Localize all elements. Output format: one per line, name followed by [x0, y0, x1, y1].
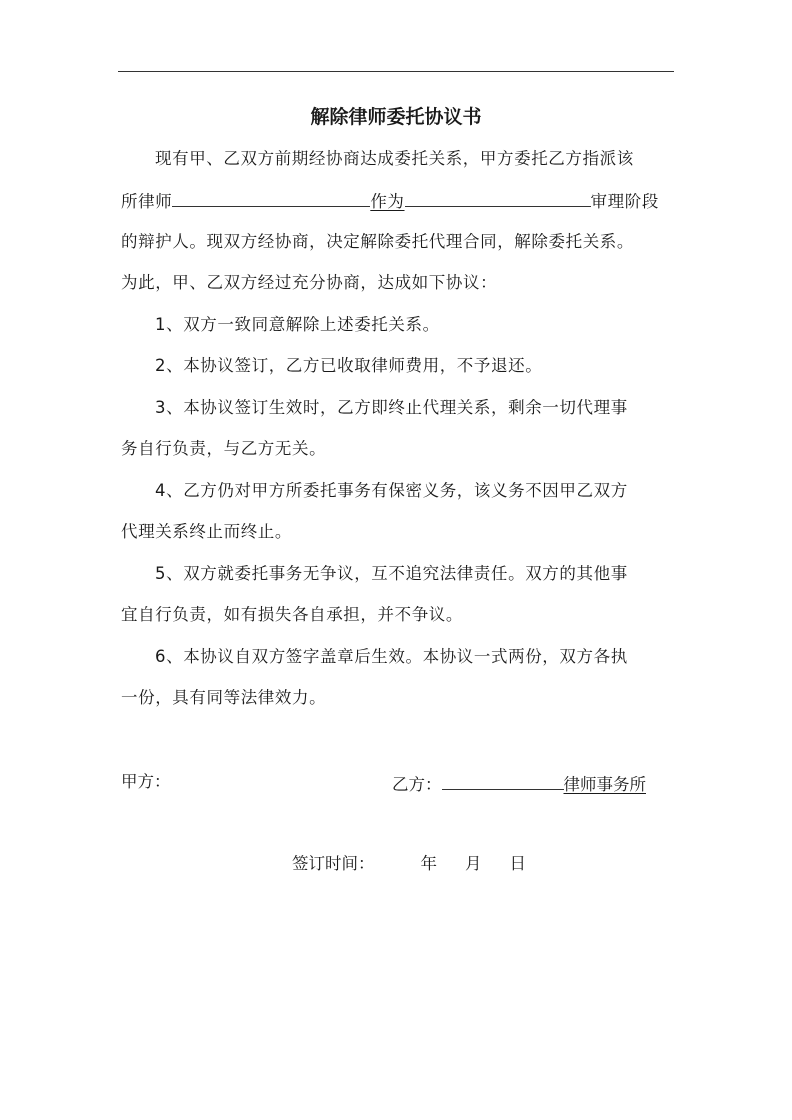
clause-6-line-1: 6、本协议自双方签字盖章后生效。本协议一式两份，双方各执: [155, 647, 628, 666]
intro-line-1: 现有甲、乙双方前期经协商达成委托关系，甲方委托乙方指派该: [155, 149, 634, 168]
intro-line-2-suffix: 审理阶段: [590, 192, 659, 211]
party-b-label: 乙方：: [392, 775, 442, 794]
intro-line-3: 的辩护人。现双方经协商，决定解除委托代理合同，解除委托关系。: [121, 232, 634, 251]
signing-date-year: 年: [420, 854, 437, 873]
clause-4-line-2: 代理关系终止而终止。: [121, 522, 292, 541]
clause-3-line-2: 务自行负责，与乙方无关。: [121, 439, 327, 458]
header-rule: [118, 71, 674, 72]
intro-line-2: [121, 188, 659, 214]
signing-date-label: 签订时间：: [292, 854, 375, 873]
clause-3-line-1: 3、本协议签订生效时，乙方即终止代理关系，剩余一切代理事: [155, 398, 628, 417]
signing-date-month: 月: [465, 854, 482, 873]
clause-1: 1、双方一致同意解除上述委托关系。: [155, 315, 440, 334]
signing-date-day: 日: [509, 854, 526, 873]
party-b-firm-blank[interactable]: [442, 770, 564, 790]
intro-line-2-prefix: 所律师: [121, 192, 173, 211]
clause-5-line-2: 宜自行负责，如有损失各自承担，并不争议。: [121, 605, 463, 624]
clause-6-line-2: 一份，具有同等法律效力。: [121, 688, 327, 707]
signing-date: [292, 852, 526, 876]
clause-5-line-1: 5、双方就委托事务无争议，互不追究法律责任。双方的其他事: [155, 564, 628, 583]
party-a-label: 甲方：: [121, 772, 171, 791]
intro-line-4: 为此，甲、乙双方经过充分协商，达成如下协议：: [121, 273, 498, 292]
clause-2: 2、本协议签订，乙方已收取律师费用，不予退还。: [155, 356, 543, 375]
intro-line-2-mid: 作为: [370, 192, 405, 211]
clause-4-line-1: 4、乙方仍对甲方所委托事务有保密义务，该义务不因甲乙双方: [155, 481, 628, 500]
party-b-firm: 律师事务所: [563, 775, 646, 794]
party-a-signature: [121, 770, 171, 794]
document-title: 解除律师委托协议书: [310, 106, 482, 128]
role-blank[interactable]: [405, 188, 591, 207]
party-b-signature: [392, 770, 646, 797]
lawyer-name-blank[interactable]: [172, 188, 370, 207]
